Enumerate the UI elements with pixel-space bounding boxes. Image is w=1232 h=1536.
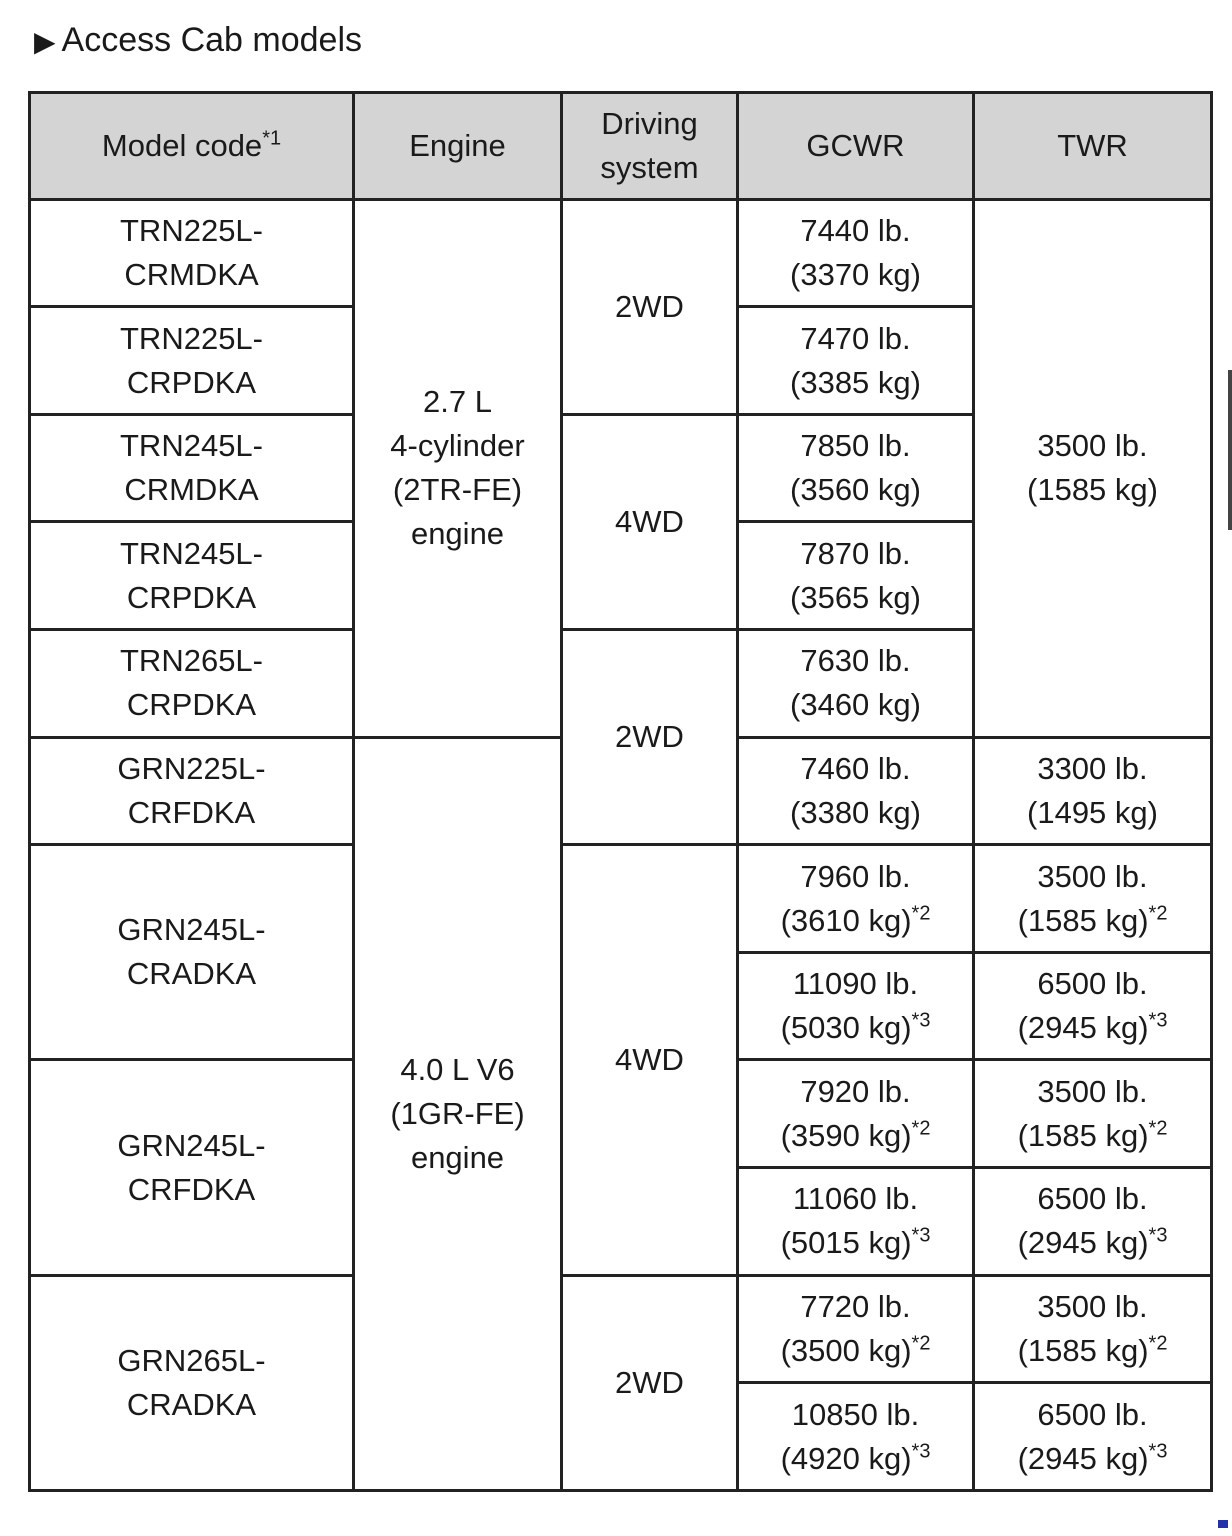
twr-cell: 3500 lb. (1585 kg)$^{*2}$ — [974, 845, 1212, 953]
twr-cell: 3500 lb. (1585 kg)$^{*2}$ — [974, 1060, 1212, 1168]
model-code-cell: TRN225L- CRMDKA — [30, 199, 354, 307]
gcwr-cell: 7920 lb. (3590 kg)$^{*2}$ — [738, 1060, 974, 1168]
triangle-bullet-icon: ▶ — [34, 26, 56, 57]
towing-capacity-table — [28, 91, 1213, 1492]
gcwr-cell: 10850 lb. (4920 kg)$^{*3}$ — [738, 1383, 974, 1491]
twr-cell: 3500 lb. (1585 kg) — [974, 199, 1212, 737]
model-code-cell: TRN245L- CRPDKA — [30, 522, 354, 630]
header-engine: Engine — [354, 93, 562, 200]
model-code-cell: TRN265L- CRPDKA — [30, 630, 354, 738]
gcwr-cell: 7870 lb. (3565 kg) — [738, 522, 974, 630]
table-row — [30, 199, 1212, 307]
engine-cell: 2.7 L 4-cylinder (2TR-FE) engine — [354, 199, 562, 737]
header-driving-system: Driving system — [562, 93, 738, 200]
model-code-cell: GRN245L- CRFDKA — [30, 1060, 354, 1275]
gcwr-cell: 7850 lb. (3560 kg) — [738, 414, 974, 522]
model-code-cell: GRN225L- CRFDKA — [30, 737, 354, 845]
table-row — [30, 1275, 1212, 1383]
gcwr-cell: 7470 lb. (3385 kg) — [738, 307, 974, 415]
gcwr-cell: 7960 lb. (3610 kg)$^{*2}$ — [738, 845, 974, 953]
header-row — [30, 93, 1212, 200]
header-model-code: Model code$^{*1}$ — [30, 93, 354, 200]
driving-system-cell: 2WD — [562, 199, 738, 414]
model-code-cell: TRN245L- CRMDKA — [30, 414, 354, 522]
twr-cell: 3300 lb. (1495 kg) — [974, 737, 1212, 845]
twr-cell: 6500 lb. (2945 kg)$^{*3}$ — [974, 1168, 1212, 1276]
gcwr-cell: 7720 lb. (3500 kg)$^{*2}$ — [738, 1275, 974, 1383]
driving-system-cell: 2WD — [562, 630, 738, 845]
table-row — [30, 845, 1212, 953]
model-code-cell: GRN265L- CRADKA — [30, 1275, 354, 1490]
page-edge-tab — [1228, 370, 1232, 530]
gcwr-cell: 7460 lb. (3380 kg) — [738, 737, 974, 845]
section-heading — [34, 18, 362, 64]
twr-cell: 3500 lb. (1585 kg)$^{*2}$ — [974, 1275, 1212, 1383]
header-twr: TWR — [974, 93, 1212, 200]
driving-system-cell: 4WD — [562, 845, 738, 1275]
gcwr-cell: 7440 lb. (3370 kg) — [738, 199, 974, 307]
gcwr-cell: 11060 lb. (5015 kg)$^{*3}$ — [738, 1168, 974, 1276]
section-title: Access Cab models — [61, 21, 363, 59]
header-gcwr: GCWR — [738, 93, 974, 200]
model-code-cell: TRN225L- CRPDKA — [30, 307, 354, 415]
model-code-cell: GRN245L- CRADKA — [30, 845, 354, 1060]
driving-system-cell: 2WD — [562, 1275, 738, 1490]
twr-cell: 6500 lb. (2945 kg)$^{*3}$ — [974, 952, 1212, 1060]
driving-system-cell: 4WD — [562, 414, 738, 629]
twr-cell: 6500 lb. (2945 kg)$^{*3}$ — [974, 1383, 1212, 1491]
page-edge-marker — [1218, 1520, 1228, 1528]
gcwr-cell: 11090 lb. (5030 kg)$^{*3}$ — [738, 952, 974, 1060]
engine-cell: 4.0 L V6 (1GR-FE) engine — [354, 737, 562, 1490]
gcwr-cell: 7630 lb. (3460 kg) — [738, 630, 974, 738]
